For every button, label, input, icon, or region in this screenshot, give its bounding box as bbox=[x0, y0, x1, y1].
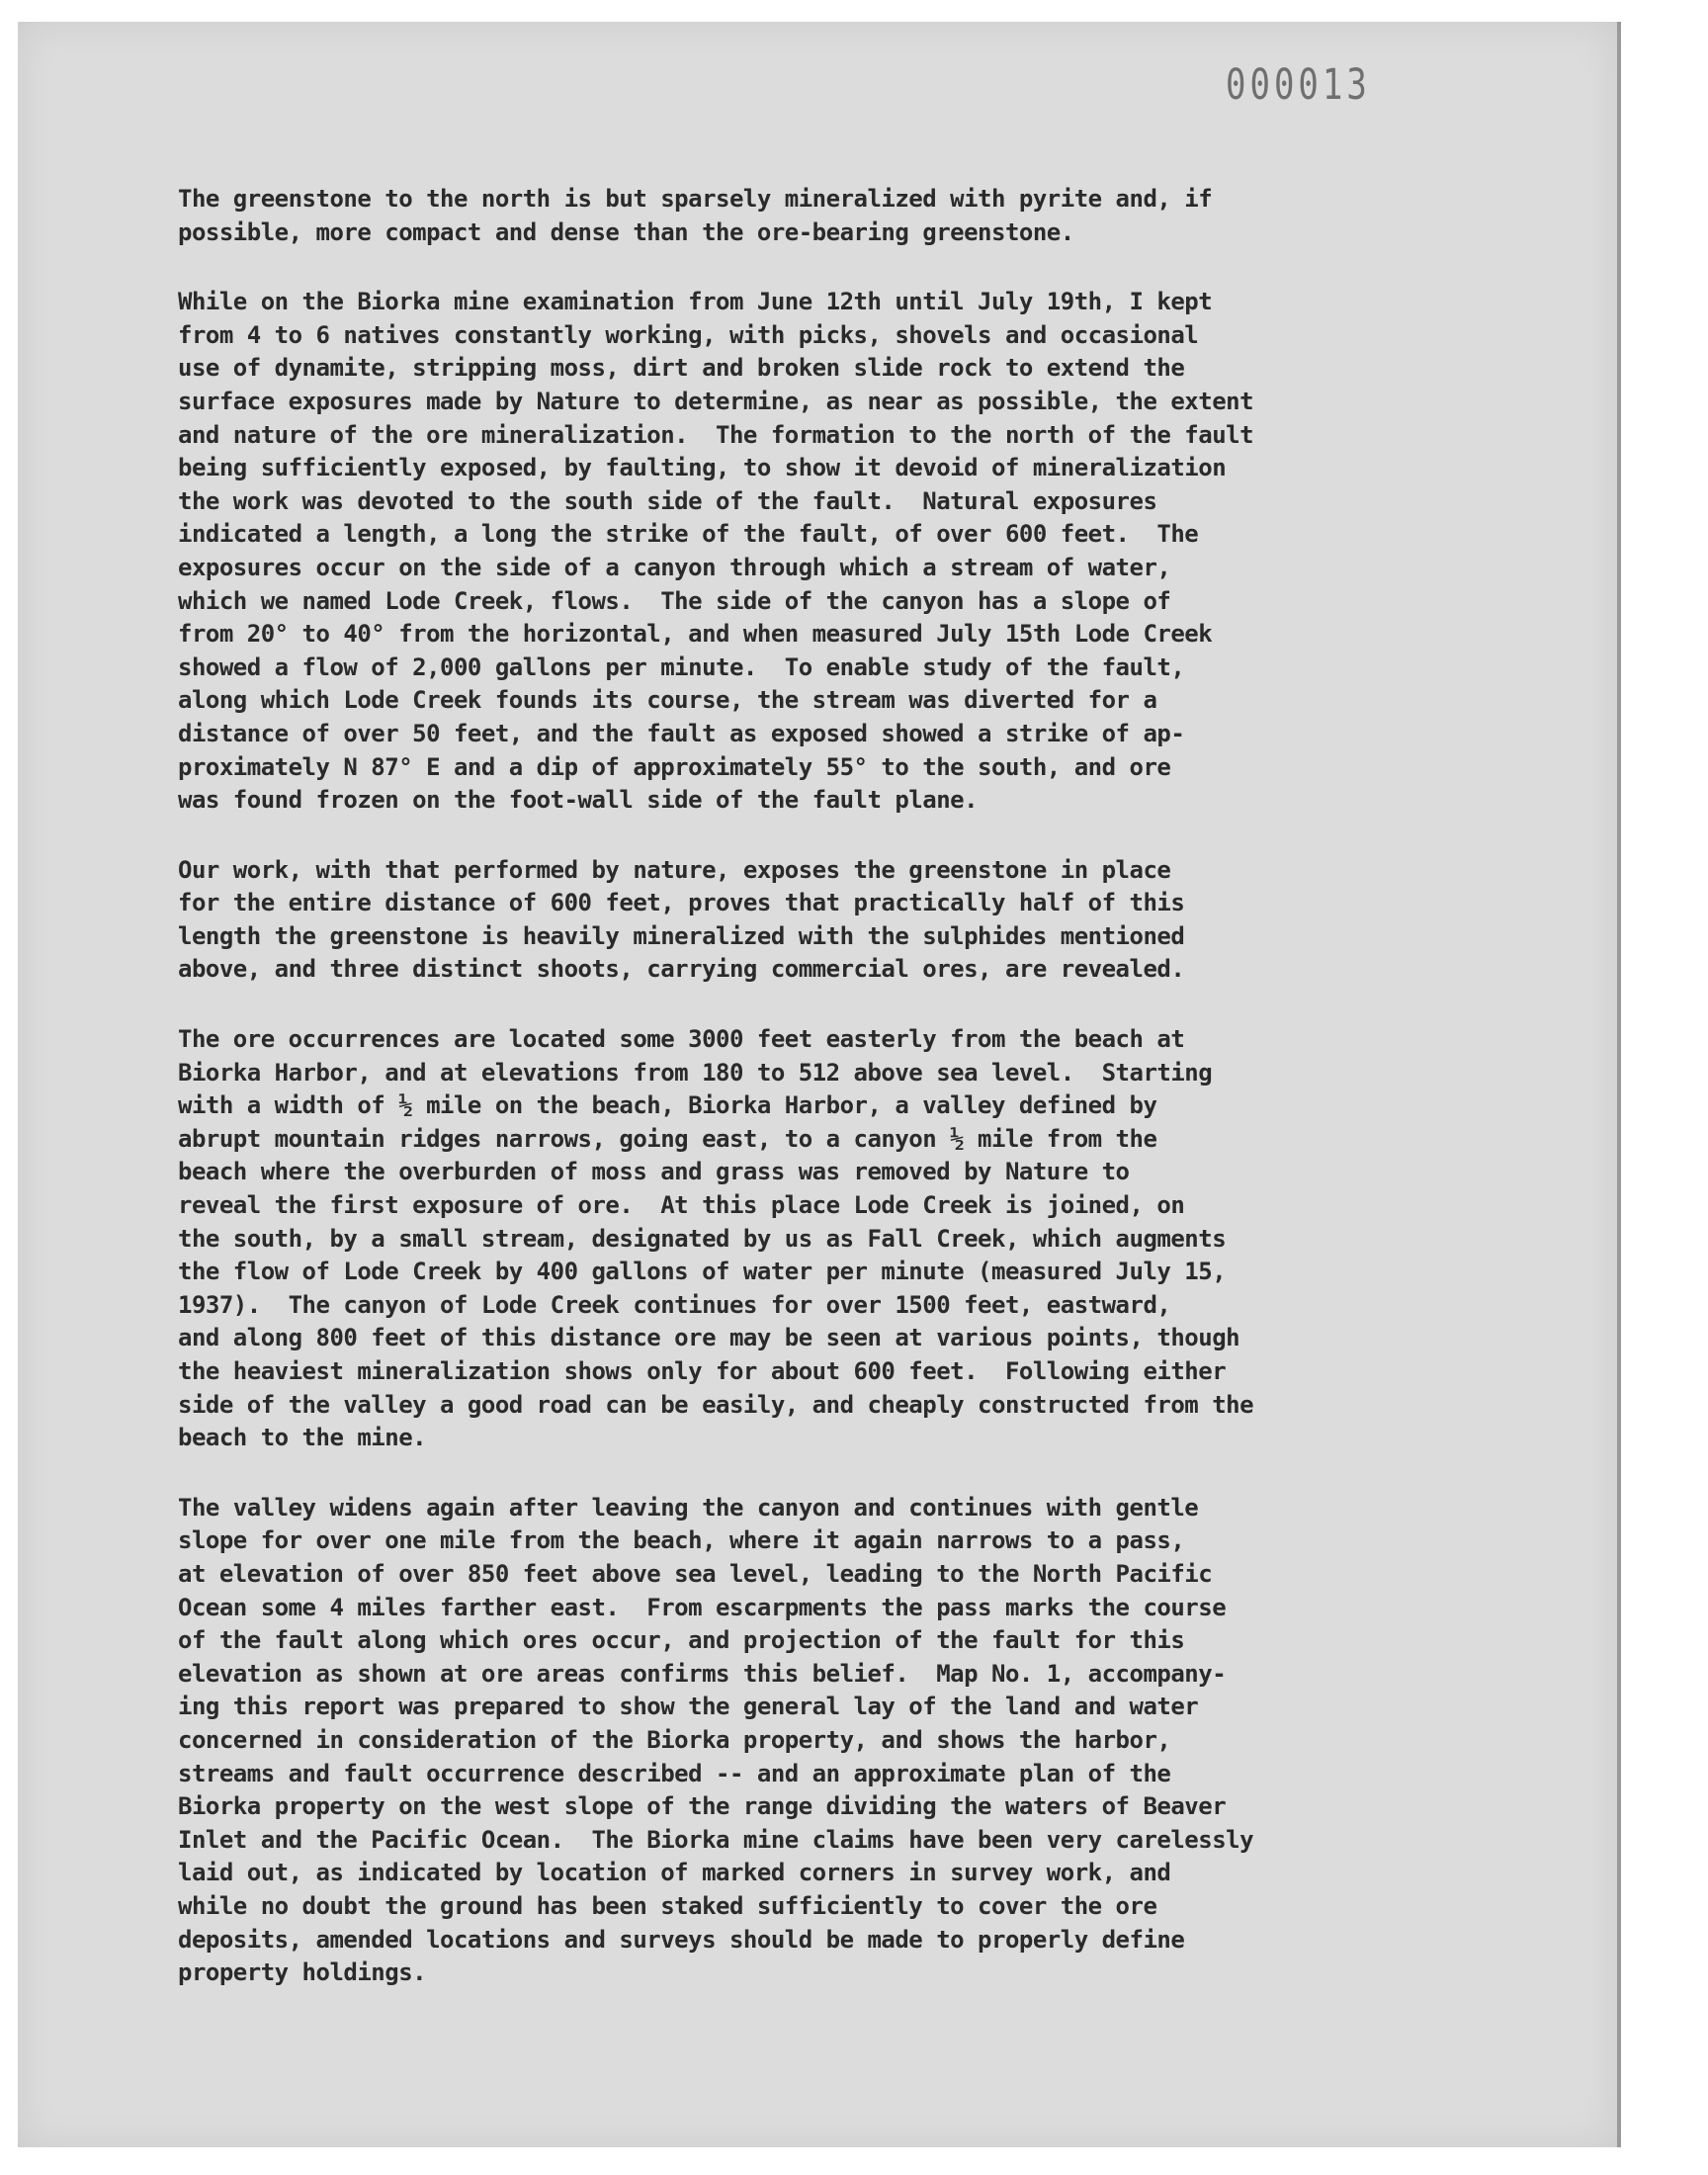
text-line: surface exposures made by Nature to determine, as near as possible, the extent bbox=[178, 387, 1254, 415]
text-line: concerned in consideration of the Biorka property, and shows the harbor, bbox=[178, 1725, 1171, 1754]
text-line: side of the valley a good road can be easily, and cheaply constructed from the bbox=[178, 1390, 1254, 1419]
text-line: from 20° to 40° from the horizontal, and when measured July 15th Lode Creek bbox=[178, 620, 1213, 649]
text-line: being sufficiently exposed, by faulting, to show it devoid of mineralization bbox=[178, 454, 1227, 482]
text-line: from 4 to 6 natives constantly working, with picks, shovels and occasional bbox=[178, 320, 1199, 349]
text-line: above, and three distinct shoots, carrying commercial ores, are revealed. bbox=[178, 955, 1185, 984]
text-line: of the fault along which ores occur, and projection of the fault for this bbox=[178, 1626, 1185, 1655]
text-line: 1937). The canyon of Lode Creek continues for over 1500 feet, eastward, bbox=[178, 1290, 1171, 1319]
text-line: Our work, with that performed by nature, exposes the greenstone in place bbox=[178, 855, 1171, 884]
text-line: along which Lode Creek founds its course, the stream was diverted for a bbox=[178, 686, 1157, 715]
paragraph-1 bbox=[178, 183, 1502, 249]
text-line: the flow of Lode Creek by 400 gallons of water per minute (measured July 15, bbox=[178, 1258, 1227, 1286]
text-line: distance of over 50 feet, and the fault as exposed showed a strike of ap- bbox=[178, 719, 1185, 747]
text-line: which we named Lode Creek, flows. The side of the canyon has a slope of bbox=[178, 586, 1171, 615]
text-line: beach where the overburden of moss and grass was removed by Nature to bbox=[178, 1158, 1130, 1186]
text-line: the heaviest mineralization shows only for about 600 feet. Following either bbox=[178, 1357, 1227, 1385]
text-line: While on the Biorka mine examination from June 12th until July 19th, I kept bbox=[178, 288, 1213, 316]
text-line: laid out, as indicated by location of marked corners in survey work, and bbox=[178, 1859, 1171, 1887]
text-line: with a width of ½ mile on the beach, Biorka Harbor, a valley defined by bbox=[178, 1091, 1157, 1120]
text-line: for the entire distance of 600 feet, proves that practically half of this bbox=[178, 889, 1185, 917]
text-line: and along 800 feet of this distance ore may be seen at various points, though bbox=[178, 1324, 1240, 1352]
text-line: at elevation of over 850 feet above sea level, leading to the North Pacific bbox=[178, 1559, 1213, 1588]
text-line: was found frozen on the foot-wall side of the fault plane. bbox=[178, 786, 979, 815]
page-number: 000013 bbox=[1226, 60, 1371, 110]
text-line: reveal the first exposure of ore. At this place Lode Creek is joined, on bbox=[178, 1191, 1185, 1220]
text-line: exposures occur on the side of a canyon through which a stream of water, bbox=[178, 553, 1171, 581]
text-line: the south, by a small stream, designated by us as Fall Creek, which augments bbox=[178, 1224, 1227, 1253]
text-line: ing this report was prepared to show the general lay of the land and water bbox=[178, 1693, 1199, 1721]
text-line: slope for over one mile from the beach, where it again narrows to a pass, bbox=[178, 1526, 1185, 1555]
text-line: possible, more compact and dense than the ore-bearing greenstone. bbox=[178, 218, 1074, 246]
text-line: deposits, amended locations and surveys should be made to properly define bbox=[178, 1925, 1185, 1954]
text-line: The greenstone to the north is but sparsely mineralized with pyrite and, if bbox=[178, 185, 1213, 213]
text-line: while no doubt the ground has been staked sufficiently to cover the ore bbox=[178, 1891, 1157, 1920]
text-line: Ocean some 4 miles farther east. From escarpments the pass marks the course bbox=[178, 1593, 1227, 1621]
text-line: and nature of the ore mineralization. The formation to the north of the fault bbox=[178, 420, 1254, 449]
document-body bbox=[178, 183, 1502, 2027]
paragraph-5 bbox=[178, 1492, 1502, 1990]
paragraph-2 bbox=[178, 286, 1502, 818]
text-line: The ore occurrences are located some 3000 feet easterly from the beach at bbox=[178, 1025, 1185, 1054]
text-line: the work was devoted to the south side of the fault. Natural exposures bbox=[178, 486, 1157, 515]
text-line: use of dynamite, stripping moss, dirt and broken slide rock to extend the bbox=[178, 354, 1185, 383]
paragraph-3 bbox=[178, 854, 1502, 987]
text-line: showed a flow of 2,000 gallons per minute. To enable study of the fault, bbox=[178, 652, 1185, 681]
text-line: beach to the mine. bbox=[178, 1424, 427, 1452]
page-edge-shadow bbox=[1617, 22, 1621, 2147]
text-line: streams and fault occurrence described -- and an approximate plan of the bbox=[178, 1759, 1171, 1787]
text-line: The valley widens again after leaving the canyon and continues with gentle bbox=[178, 1493, 1199, 1522]
text-line: Inlet and the Pacific Ocean. The Biorka mine claims have been very carelessly bbox=[178, 1825, 1254, 1854]
text-line: elevation as shown at ore areas confirms this belief. Map No. 1, accompany- bbox=[178, 1659, 1227, 1688]
text-line: length the greenstone is heavily mineralized with the sulphides mentioned bbox=[178, 921, 1185, 950]
text-line: Biorka Harbor, and at elevations from 180 to 512 above sea level. Starting bbox=[178, 1058, 1213, 1087]
paragraph-4 bbox=[178, 1023, 1502, 1455]
text-line: indicated a length, a long the strike of the fault, of over 600 feet. The bbox=[178, 520, 1199, 549]
text-line: property holdings. bbox=[178, 1958, 427, 1987]
text-line: Biorka property on the west slope of the range dividing the waters of Beaver bbox=[178, 1792, 1227, 1821]
text-line: abrupt mountain ridges narrows, going east, to a canyon ½ mile from the bbox=[178, 1124, 1157, 1153]
text-line: proximately N 87° E and a dip of approximately 55° to the south, and ore bbox=[178, 752, 1171, 781]
